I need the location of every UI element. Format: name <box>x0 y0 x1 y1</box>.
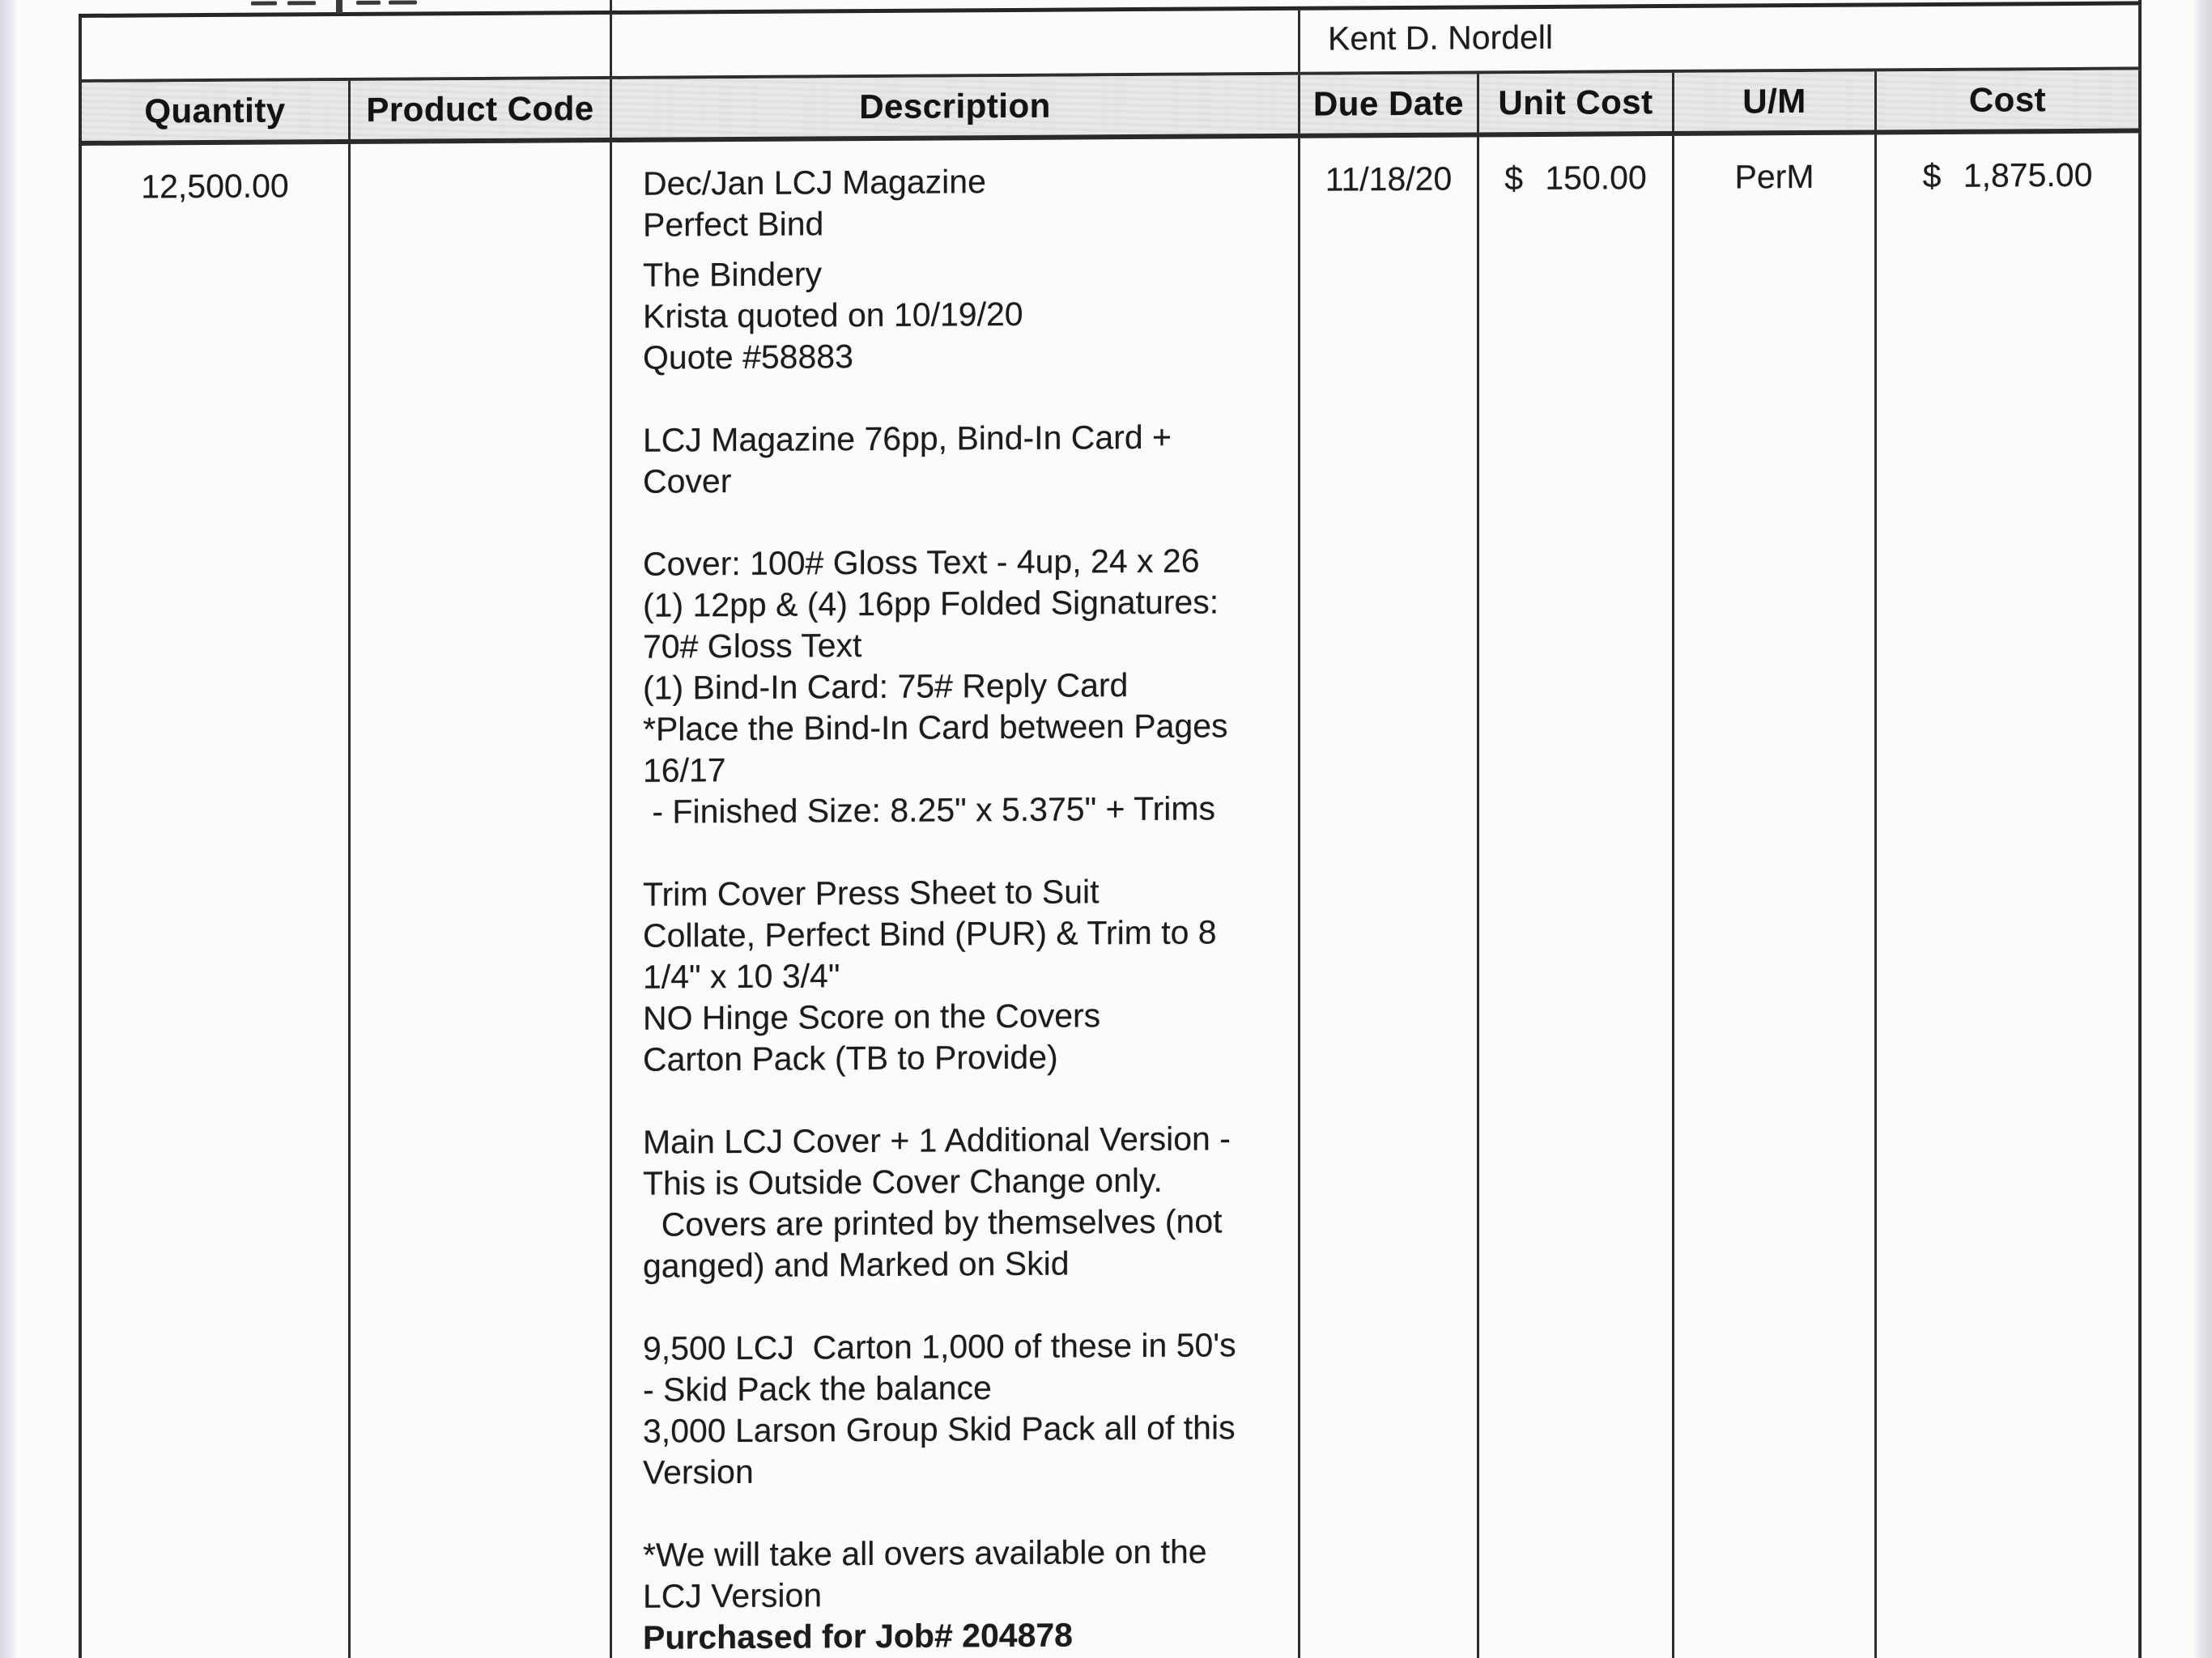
description-cell <box>612 138 1300 1658</box>
unit-cost-cell <box>1479 136 1674 1658</box>
description-paragraph <box>643 540 1293 833</box>
description-line: Collate, Perfect Bind (PUR) & Trim to 8 <box>643 913 1217 954</box>
description-line: Cover: 100# Gloss Text - 4up, 24 x 26 <box>643 542 1200 583</box>
cutoff-cell-left <box>79 0 612 14</box>
illegible-text-fragment <box>336 0 342 14</box>
description-line: Krista quoted on 10/19/20 <box>643 295 1023 335</box>
description-text <box>612 159 1298 1658</box>
description-paragraph <box>643 1324 1293 1494</box>
description-line: 3,000 Larson Group Skid Pack all of this <box>643 1409 1236 1450</box>
description-line: (1) 12pp & (4) 16pp Folded Signatures: <box>643 583 1219 624</box>
description-line: Covers are printed by themselves (not <box>643 1202 1223 1244</box>
scanner-edge-right <box>2193 0 2212 1658</box>
header-due-date: Due Date <box>1300 74 1479 133</box>
description-line: The Bindery <box>643 255 823 294</box>
illegible-text-fragment <box>356 1 381 5</box>
contact-row-empty-cell-2 <box>612 11 1300 76</box>
description-line: Carton Pack (TB to Provide) <box>643 1038 1058 1078</box>
description-line: Main LCJ Cover + 1 Additional Version - <box>643 1120 1231 1161</box>
contact-row-empty-cell-1 <box>79 15 612 79</box>
header-product-code: Product Code <box>351 79 612 139</box>
header-um: U/M <box>1674 71 1877 131</box>
description-paragraph <box>643 159 1293 246</box>
contact-row <box>79 5 2142 83</box>
description-line: LCJ Magazine 76pp, Bind-In Card + <box>643 418 1172 459</box>
buyer-name-cell <box>1300 5 2142 71</box>
buyer-name: Kent D. Nordell <box>1328 18 1554 57</box>
purchased-for-job-line: Purchased for Job# 204878 <box>643 1616 1073 1656</box>
description-line: - Skid Pack the balance <box>643 1369 992 1409</box>
illegible-text-fragment <box>251 2 277 6</box>
description-line: LCJ Version <box>643 1576 823 1615</box>
description-line: Trim Cover Press Sheet to Suit <box>643 873 1100 913</box>
description-line: Perfect Bind <box>643 205 824 244</box>
description-line: Version <box>643 1452 754 1491</box>
scanner-edge-left <box>0 0 18 1658</box>
description-line: Dec/Jan LCJ Magazine <box>643 163 986 202</box>
description-line: Cover <box>643 462 732 500</box>
description-paragraph <box>643 1118 1293 1287</box>
quantity-value: 12,500.00 <box>141 167 289 206</box>
purchase-order-table <box>79 0 2142 1658</box>
header-description: Description <box>612 75 1300 138</box>
cost-cell <box>1877 133 2142 1658</box>
description-line: *Place the Bind-In Card between Pages <box>643 707 1228 748</box>
due-date-value: 11/18/20 <box>1325 159 1453 198</box>
description-line: 16/17 <box>643 751 726 789</box>
um-value: PerM <box>1734 157 1814 196</box>
cost-value: $ 1,875.00 <box>1922 155 2093 195</box>
description-line: *We will take all overs available on the <box>643 1533 1207 1574</box>
header-cost: Cost <box>1877 70 2142 130</box>
description-line: - Finished Size: 8.25" x 5.375" + Trims <box>643 789 1216 831</box>
description-line: 9,500 LCJ Carton 1,000 of these in 50's <box>643 1326 1236 1367</box>
description-paragraph <box>643 1531 1293 1658</box>
unit-cost-value: $ 150.00 <box>1504 159 1647 198</box>
illegible-text-fragment <box>287 1 316 5</box>
description-paragraph <box>643 251 1293 379</box>
quantity-cell <box>79 144 351 1658</box>
due-date-cell <box>1300 137 1479 1658</box>
description-line: (1) Bind-In Card: 75# Reply Card <box>643 666 1129 707</box>
description-paragraph <box>643 870 1293 1081</box>
product-code-cell <box>351 142 612 1658</box>
description-paragraph <box>643 416 1293 503</box>
description-line: 1/4" x 10 3/4" <box>643 957 840 996</box>
description-line: This is Outside Cover Change only. <box>643 1161 1163 1202</box>
description-line: ganged) and Marked on Skid <box>643 1244 1070 1285</box>
description-line: Quote #58883 <box>643 338 853 376</box>
header-unit-cost: Unit Cost <box>1479 73 1674 132</box>
description-line: NO Hinge Score on the Covers <box>643 997 1101 1037</box>
line-item-row <box>79 133 2142 1658</box>
header-quantity: Quantity <box>79 81 351 141</box>
illegible-text-fragment <box>389 0 417 4</box>
description-line: 70# Gloss Text <box>643 627 862 665</box>
um-cell <box>1674 134 1877 1658</box>
